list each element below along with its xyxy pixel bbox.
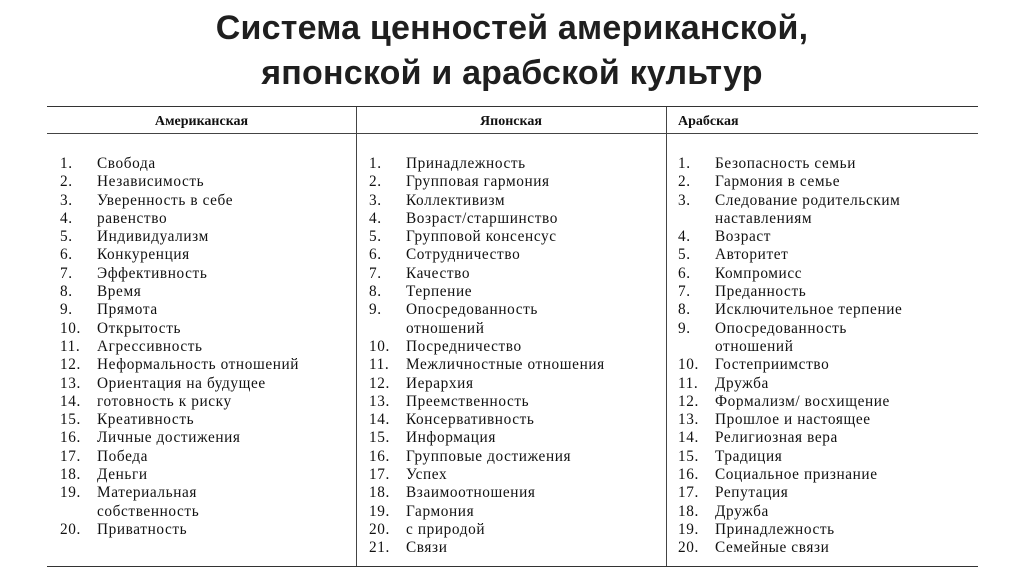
list-item (369, 173, 663, 191)
list-item (678, 448, 974, 466)
list-item (369, 411, 663, 429)
list-item (369, 393, 663, 411)
item-number: 6. (369, 246, 382, 264)
item-text: Принадлежность (715, 520, 835, 538)
item-number: 6. (60, 246, 73, 264)
item-text: равенство (97, 209, 168, 227)
item-text: отношений (406, 319, 485, 337)
item-text: Сотрудничество (406, 246, 521, 264)
item-number: 14. (369, 411, 390, 429)
list-item (369, 521, 663, 539)
list-item (369, 448, 663, 466)
list-item (60, 246, 352, 264)
item-number: 20. (60, 520, 81, 538)
list-item (369, 265, 663, 283)
list-item (60, 155, 352, 173)
item-text: Время (97, 283, 142, 301)
list-item (60, 503, 352, 521)
item-number: 7. (60, 264, 73, 282)
item-text: Индивидуализм (97, 228, 209, 246)
list-item (678, 283, 974, 301)
item-text: Неформальность отношений (97, 356, 300, 374)
item-number: 9. (369, 301, 382, 319)
arab-values-list (678, 155, 974, 558)
item-number: 1. (678, 155, 691, 172)
list-item (369, 466, 663, 484)
column-header-japanese: Японская (480, 114, 542, 129)
item-text: Семейные связи (715, 539, 830, 557)
item-number: 4. (678, 228, 691, 246)
item-text: Качество (406, 264, 471, 282)
item-number: 18. (60, 466, 81, 484)
values-table (47, 106, 978, 567)
list-item (60, 283, 352, 301)
column-header-american: Американская (154, 114, 249, 129)
item-text: Дружба (715, 374, 769, 392)
item-text: Традиция (715, 447, 783, 465)
item-number: 13. (678, 411, 699, 429)
list-item (678, 301, 974, 319)
item-number: 10. (678, 356, 699, 374)
item-text: Групповая гармония (406, 173, 550, 191)
item-number: 11. (678, 374, 699, 392)
item-text: Принадлежность (406, 155, 526, 172)
list-item (678, 429, 974, 447)
item-text: Исключительное терпение (715, 301, 903, 319)
list-item (369, 375, 663, 393)
item-number: 5. (678, 246, 691, 264)
list-item (678, 246, 974, 264)
list-item (369, 228, 663, 246)
list-item (369, 155, 663, 173)
item-number (369, 320, 406, 338)
item-number: 1. (369, 155, 382, 172)
item-text: Гостеприимство (715, 356, 830, 374)
list-item (369, 539, 663, 557)
list-item (369, 283, 663, 301)
list-item (678, 228, 974, 246)
item-number: 3. (369, 191, 382, 209)
item-number: 9. (678, 319, 691, 337)
list-item (369, 429, 663, 447)
item-number: 15. (369, 429, 390, 447)
list-item (678, 320, 974, 338)
item-number: 14. (60, 392, 81, 410)
column-header-arab: Арабская (678, 114, 739, 129)
column-divider (666, 107, 667, 566)
item-text: Иерархия (406, 374, 474, 392)
item-text: Межличностные отношения (406, 356, 605, 374)
item-text: Гармония в семье (715, 173, 841, 191)
list-item (60, 521, 352, 539)
item-text: Посредничество (406, 337, 522, 355)
list-item (60, 466, 352, 484)
slide-title (0, 6, 1024, 96)
item-text: Авторитет (715, 246, 789, 264)
item-text: Открытость (97, 319, 182, 337)
list-item (678, 503, 974, 521)
list-item (60, 173, 352, 191)
list-item (60, 393, 352, 411)
item-number: 6. (678, 264, 691, 282)
american-values-list (60, 155, 352, 539)
list-item (369, 503, 663, 521)
item-text: Компромисс (715, 264, 803, 282)
item-number: 20. (678, 539, 699, 557)
list-item (678, 338, 974, 356)
item-number: 3. (60, 191, 73, 209)
item-text: готовность к риску (97, 392, 232, 410)
list-item (678, 466, 974, 484)
item-text: Формализм/ восхищение (715, 392, 890, 410)
list-item (678, 265, 974, 283)
item-number: 8. (678, 301, 691, 319)
item-text: Конкуренция (97, 246, 190, 264)
item-text: с природой (406, 520, 486, 538)
item-text: Связи (406, 539, 448, 557)
item-number: 1. (60, 155, 73, 172)
item-text: Материальная (97, 484, 198, 502)
item-number: 19. (678, 520, 699, 538)
list-item (369, 301, 663, 319)
list-item (60, 265, 352, 283)
item-number (678, 338, 715, 356)
list-item (678, 484, 974, 502)
list-item (678, 356, 974, 374)
item-text: Ориентация на будущее (97, 374, 266, 392)
title-line-1: Система ценностей американской, (215, 9, 809, 47)
list-item (678, 393, 974, 411)
item-text: Личные достижения (97, 429, 241, 447)
item-text: Приватность (97, 520, 188, 538)
item-text: Гармония (406, 502, 475, 520)
item-text: Информация (406, 429, 496, 447)
item-number: 9. (60, 301, 73, 319)
item-text: Социальное признание (715, 466, 878, 484)
item-number: 11. (60, 337, 81, 355)
list-item (678, 375, 974, 393)
item-number: 5. (369, 228, 382, 246)
item-number: 8. (369, 283, 382, 301)
item-number: 2. (678, 173, 691, 191)
item-text: Следование родительским (715, 191, 901, 209)
item-number: 4. (60, 209, 73, 227)
item-text: Уверенность в себе (97, 191, 234, 209)
item-text: Успех (406, 466, 448, 484)
list-item (369, 246, 663, 264)
item-text: Групповые достижения (406, 447, 572, 465)
item-number: 8. (60, 283, 73, 301)
item-number: 13. (60, 374, 81, 392)
item-number: 15. (678, 447, 699, 465)
item-number: 3. (678, 191, 691, 209)
item-number (60, 503, 97, 521)
item-text: Деньги (97, 466, 148, 484)
item-number (678, 210, 715, 228)
item-text: Коллективизм (406, 191, 506, 209)
list-item (60, 484, 352, 502)
list-item (678, 210, 974, 228)
list-item (369, 210, 663, 228)
item-number: 17. (678, 484, 699, 502)
item-number: 19. (369, 502, 390, 520)
item-text: Консервативность (406, 411, 535, 429)
item-text: Свобода (97, 155, 156, 172)
item-number: 16. (678, 466, 699, 484)
item-text: Безопасность семьи (715, 155, 857, 172)
item-number: 10. (369, 337, 390, 355)
item-number: 7. (678, 283, 691, 301)
item-text: Дружба (715, 502, 769, 520)
item-text: отношений (715, 337, 794, 355)
list-item (369, 338, 663, 356)
item-number: 19. (60, 484, 81, 502)
list-item (369, 356, 663, 374)
item-text: Преданность (715, 283, 807, 301)
item-text: Возраст (715, 228, 772, 246)
item-number: 12. (60, 356, 81, 374)
item-number: 13. (369, 392, 390, 410)
item-number: 18. (678, 502, 699, 520)
list-item (678, 155, 974, 173)
item-number: 10. (60, 319, 81, 337)
list-item (60, 411, 352, 429)
list-item (369, 484, 663, 502)
list-item (678, 539, 974, 557)
header-rule (47, 133, 978, 134)
item-number: 2. (60, 173, 73, 191)
list-item (60, 375, 352, 393)
title-line-2: японской и арабской культур (261, 54, 763, 92)
item-text: Креативность (97, 411, 195, 429)
item-text: Опосредованность (715, 319, 847, 337)
item-number: 11. (369, 356, 390, 374)
item-text: Репутация (715, 484, 789, 502)
item-number: 5. (60, 228, 73, 246)
item-number: 17. (369, 466, 390, 484)
list-item (60, 210, 352, 228)
list-item (678, 192, 974, 210)
list-item (678, 411, 974, 429)
list-item (369, 320, 663, 338)
item-text: Терпение (406, 283, 473, 301)
item-number: 14. (678, 429, 699, 447)
item-number: 18. (369, 484, 390, 502)
item-number: 7. (369, 264, 382, 282)
item-text: собственность (97, 502, 200, 520)
japanese-values-list (369, 155, 663, 558)
item-number: 15. (60, 411, 81, 429)
item-text: Независимость (97, 173, 205, 191)
list-item (60, 338, 352, 356)
item-text: наставлениям (715, 209, 813, 227)
item-number: 2. (369, 173, 382, 191)
item-number: 12. (678, 392, 699, 410)
item-number: 16. (369, 447, 390, 465)
item-text: Опосредованность (406, 301, 538, 319)
list-item (60, 192, 352, 210)
item-number: 20. (369, 520, 390, 538)
item-number: 17. (60, 447, 81, 465)
item-number: 4. (369, 209, 382, 227)
list-item (60, 228, 352, 246)
item-text: Прошлое и настоящее (715, 411, 871, 429)
item-text: Эффективность (97, 264, 208, 282)
column-divider (356, 107, 357, 566)
item-text: Взаимоотношения (406, 484, 536, 502)
item-number: 21. (369, 539, 390, 557)
list-item (678, 521, 974, 539)
item-text: Прямота (97, 301, 158, 319)
list-item (678, 173, 974, 191)
list-item (60, 429, 352, 447)
item-text: Преемственность (406, 392, 530, 410)
item-number: 12. (369, 374, 390, 392)
item-text: Групповой консенсус (406, 228, 557, 246)
item-text: Религиозная вера (715, 429, 838, 447)
list-item (369, 192, 663, 210)
list-item (60, 356, 352, 374)
item-text: Агрессивность (97, 337, 203, 355)
item-text: Победа (97, 447, 149, 465)
item-number: 16. (60, 429, 81, 447)
list-item (60, 320, 352, 338)
list-item (60, 301, 352, 319)
item-text: Возраст/старшинство (406, 209, 558, 227)
list-item (60, 448, 352, 466)
